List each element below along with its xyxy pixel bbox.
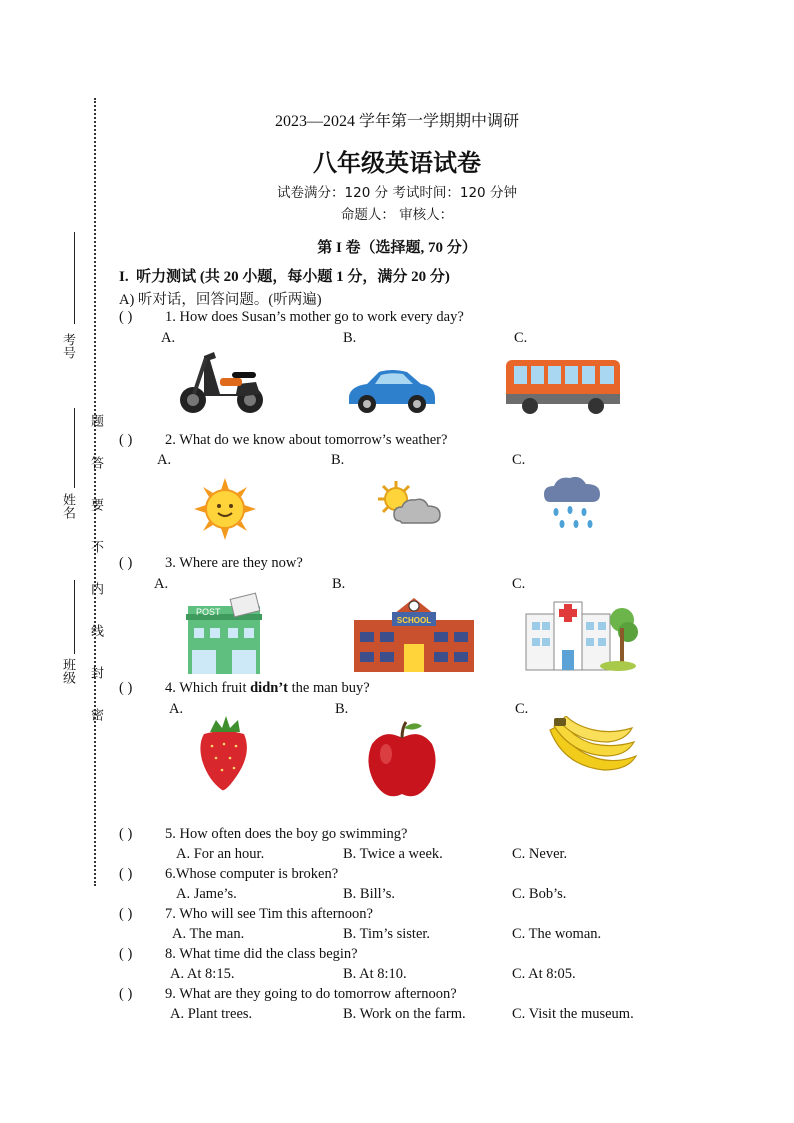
question-text: 7. Who will see Tim this afternoon? <box>165 906 373 922</box>
question-3 <box>119 555 303 572</box>
question-text-post: the man buy? <box>288 680 370 696</box>
option-a[interactable]: A. Jame’s. <box>176 886 237 902</box>
option-a-label[interactable]: A. <box>157 452 172 468</box>
question-4 <box>119 680 370 697</box>
label-kaohao: 考号 <box>61 333 76 359</box>
question-1 <box>119 309 464 326</box>
seal-char: 内 <box>89 582 104 595</box>
answer-bracket[interactable]: ( ) <box>119 986 133 1002</box>
seal-char: 密 <box>89 708 104 721</box>
answer-bracket[interactable]: ( ) <box>119 946 133 962</box>
car-icon <box>345 366 439 414</box>
school-icon <box>352 594 476 674</box>
exam-term: 2023—2024 学年第一学期期中调研 <box>274 113 519 130</box>
question-text: 9. What are they going to do tomorrow afternoon? <box>165 986 457 1002</box>
seal-char: 封 <box>89 666 104 679</box>
option-c-label[interactable]: C. <box>512 576 526 592</box>
post-office-icon <box>184 592 268 676</box>
post-sign: POST <box>196 607 221 617</box>
answer-bracket[interactable]: ( ) <box>119 432 133 448</box>
seal-char: 不 <box>89 540 104 553</box>
xingming-underline <box>74 408 75 488</box>
option-b-label[interactable]: B. <box>343 330 357 346</box>
option-a-label[interactable]: A. <box>161 330 176 346</box>
option-b-label[interactable]: B. <box>335 701 349 717</box>
answer-bracket[interactable]: ( ) <box>119 906 133 922</box>
option-c[interactable]: C. At 8:05. <box>512 966 576 982</box>
apple-icon <box>364 718 440 802</box>
rain-cloud-icon <box>542 474 604 532</box>
question-9 <box>119 986 457 1003</box>
banji-underline <box>74 580 75 654</box>
seal-char: 线 <box>89 624 104 637</box>
option-a[interactable]: A. The man. <box>172 926 245 942</box>
option-c[interactable]: C. Never. <box>512 846 568 862</box>
seal-char: 题 <box>89 414 104 427</box>
option-c[interactable]: C. Bob’s. <box>512 886 567 902</box>
option-a-label[interactable]: A. <box>154 576 169 592</box>
answer-bracket[interactable]: ( ) <box>119 826 133 842</box>
option-c-label[interactable]: C. <box>512 452 526 468</box>
banana-icon <box>546 716 638 780</box>
answer-bracket[interactable]: ( ) <box>119 680 133 696</box>
option-c[interactable]: C. The woman. <box>512 926 602 942</box>
option-c-label[interactable]: C. <box>514 330 528 346</box>
answer-bracket[interactable]: ( ) <box>119 866 133 882</box>
partly-cloudy-icon <box>372 479 446 531</box>
subsection-heading: A) 听对话，回答问题。(听两遍) <box>119 292 322 308</box>
option-b[interactable]: B. Work on the farm. <box>343 1006 466 1022</box>
question-6 <box>119 866 338 883</box>
section-heading <box>119 265 450 286</box>
strawberry-icon <box>196 714 252 792</box>
option-a[interactable]: A. Plant trees. <box>170 1006 253 1022</box>
option-a[interactable]: A. For an hour. <box>176 846 265 862</box>
exam-title: 八年级英语试卷 <box>313 149 481 177</box>
hospital-icon <box>524 598 638 672</box>
school-sign: SCHOOL <box>396 616 432 625</box>
option-c[interactable]: C. Visit the museum. <box>512 1006 634 1022</box>
section-number: I. <box>119 269 129 285</box>
option-b[interactable]: B. Tim’s sister. <box>343 926 431 942</box>
question-7 <box>119 906 373 923</box>
seal-char: 要 <box>89 498 104 511</box>
label-banji: 班级 <box>61 658 76 684</box>
question-text: 1. How does Susan’s mother go to work every day? <box>165 309 464 325</box>
option-b[interactable]: B. At 8:10. <box>343 966 407 982</box>
question-text-pre: 4. Which fruit <box>165 680 251 696</box>
question-5 <box>119 826 407 843</box>
seal-char: 答 <box>89 456 104 469</box>
sun-icon <box>194 478 256 540</box>
option-c-label[interactable]: C. <box>515 701 529 717</box>
question-text-emphasis: didn’t <box>250 680 288 696</box>
question-text: 5. How often does the boy go swimming? <box>165 826 408 842</box>
question-8 <box>119 946 358 963</box>
part-heading: 第 I 卷（选择题, 70 分） <box>317 240 477 256</box>
electric-scooter-icon <box>176 348 268 418</box>
question-text: 8. What time did the class begin? <box>165 946 358 962</box>
bus-icon <box>504 358 622 416</box>
exam-authors: 命题人： 审核人： <box>340 207 454 223</box>
answer-bracket[interactable]: ( ) <box>119 555 133 571</box>
option-a[interactable]: A. At 8:15. <box>170 966 235 982</box>
question-text: 2. What do we know about tomorrow’s weather? <box>165 432 448 448</box>
label-xingming: 姓名 <box>61 493 76 519</box>
option-a-label[interactable]: A. <box>169 701 184 717</box>
option-b-label[interactable]: B. <box>331 452 345 468</box>
option-b-label[interactable]: B. <box>332 576 346 592</box>
answer-bracket[interactable]: ( ) <box>119 309 133 325</box>
option-b[interactable]: B. Twice a week. <box>343 846 443 862</box>
option-b[interactable]: B. Bill’s. <box>343 886 395 902</box>
question-2 <box>119 432 447 449</box>
question-text: 3. Where are they now? <box>165 555 303 571</box>
question-text: 6.Whose computer is broken? <box>165 866 339 882</box>
exam-score-time: 试卷满分：120 分 考试时间：120 分钟 <box>277 185 517 201</box>
section-title: 听力测试 (共 20 小题，每小题 1 分，满分 20 分) <box>136 269 450 285</box>
